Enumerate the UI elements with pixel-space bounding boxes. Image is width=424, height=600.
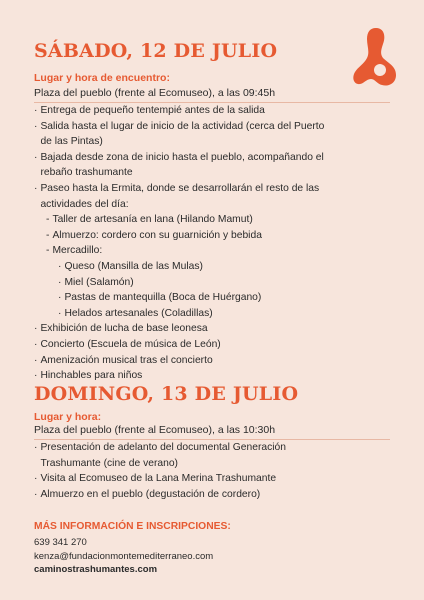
bullet-icon: -: [46, 214, 50, 226]
list-item-text: de las Pintas): [40, 136, 103, 148]
list-item: [34, 243, 394, 259]
bullet-icon: ·: [58, 260, 62, 272]
list-item: [34, 228, 394, 244]
list-item: [34, 275, 394, 291]
list-item: [34, 353, 394, 369]
list-item-text: Helados artesanales (Coladillas): [64, 307, 213, 319]
day1-title: SÁBADO, 12 DE JULIO: [34, 40, 278, 62]
list-item-text: Entrega de pequeño tentempié antes de la salida: [40, 105, 265, 116]
list-item-text: Visita al Ecomuseo de la Lana Merina Trashumante: [40, 473, 277, 485]
list-item: [34, 471, 394, 487]
bullet-icon: ·: [34, 488, 38, 500]
list-item-text: Hinchables para niños: [40, 370, 143, 382]
list-item: [34, 259, 394, 275]
bullet-icon: -: [46, 229, 50, 241]
list-item-text: Paseo hasta la Ermita, donde se desarrollarán el resto de las: [40, 182, 320, 194]
day2-meeting-label: Lugar y hora:: [34, 411, 102, 423]
info-title: MÁS INFORMACIÓN E INSCRIPCIONES:: [34, 521, 231, 532]
bullet-icon: ·: [34, 151, 38, 163]
list-item-text: Concierto (Escuela de música de León): [40, 338, 221, 350]
list-item: [34, 181, 394, 197]
list-item: [34, 368, 394, 384]
day1-meeting-value: Plaza del pueblo (frente al Ecomuseo), a las 09:45h: [34, 87, 276, 99]
day2-title: DOMINGO, 13 DE JULIO: [34, 383, 299, 405]
list-item: [34, 134, 394, 150]
day1-activity-list: [34, 103, 394, 384]
bullet-icon: ·: [34, 120, 38, 132]
list-item: [34, 119, 394, 135]
bullet-icon: ·: [58, 307, 62, 319]
list-item: [34, 197, 394, 213]
bullet-icon: ·: [58, 292, 62, 304]
brand-logo-icon: [350, 26, 400, 88]
list-item-text: Trashumante (cine de verano): [40, 457, 178, 469]
bullet-icon: ·: [34, 105, 38, 116]
list-item: [34, 487, 394, 503]
list-item-text: Mercadillo:: [52, 245, 103, 257]
day1-meeting-label: Lugar y hora de encuentro:: [34, 72, 170, 84]
day2-activity-list: [34, 440, 394, 502]
list-item-text: Salida hasta el lugar de inicio de la actividad (cerca del Puerto: [40, 120, 325, 132]
bullet-icon: ·: [34, 442, 38, 453]
bullet-icon: ·: [34, 338, 38, 350]
bullet-icon: ·: [34, 354, 38, 366]
list-item: [34, 290, 394, 306]
list-item: [34, 321, 394, 337]
list-item-text: Presentación de adelanto del documental Generación: [40, 442, 287, 453]
list-item: [34, 456, 394, 472]
list-item: [34, 103, 394, 119]
bullet-icon: ·: [34, 323, 38, 335]
bullet-icon: ·: [34, 182, 38, 194]
bullet-icon: -: [46, 245, 50, 257]
list-item: [34, 165, 394, 181]
list-item: [34, 440, 394, 456]
list-item: [34, 306, 394, 322]
list-item: [34, 212, 394, 228]
list-item-text: Almuerzo en el pueblo (degustación de cordero): [40, 488, 261, 500]
list-item-text: Amenización musical tras el concierto: [40, 354, 213, 366]
list-item-text: Almuerzo: cordero con su guarnición y bebida: [52, 229, 262, 241]
info-email-link[interactable]: kenza@fundacionmontemediterraneo.com: [34, 551, 214, 562]
list-item: [34, 150, 394, 166]
list-item-text: actividades del día:: [40, 198, 129, 210]
bullet-icon: ·: [58, 276, 62, 288]
bullet-icon: ·: [34, 370, 38, 382]
list-item-text: Queso (Mansilla de las Mulas): [64, 260, 203, 272]
list-item-text: Bajada desde zona de inicio hasta el pueblo, acompañando el: [40, 151, 324, 163]
info-phone: 639 341 270: [34, 537, 87, 548]
list-item-text: Taller de artesanía en lana (Hilando Mamut): [52, 214, 253, 226]
info-website-link[interactable]: caminostrashumantes.com: [34, 564, 158, 575]
list-item-text: rebaño trashumante: [40, 167, 133, 179]
list-item-text: Pastas de mantequilla (Boca de Huérgano): [64, 292, 262, 304]
day2-meeting-value: Plaza del pueblo (frente al Ecomuseo), a las 10:30h: [34, 424, 276, 436]
list-item: [34, 337, 394, 353]
list-item-text: Miel (Salamón): [64, 276, 134, 288]
list-item-text: Exhibición de lucha de base leonesa: [40, 323, 208, 335]
bullet-icon: ·: [34, 473, 38, 485]
